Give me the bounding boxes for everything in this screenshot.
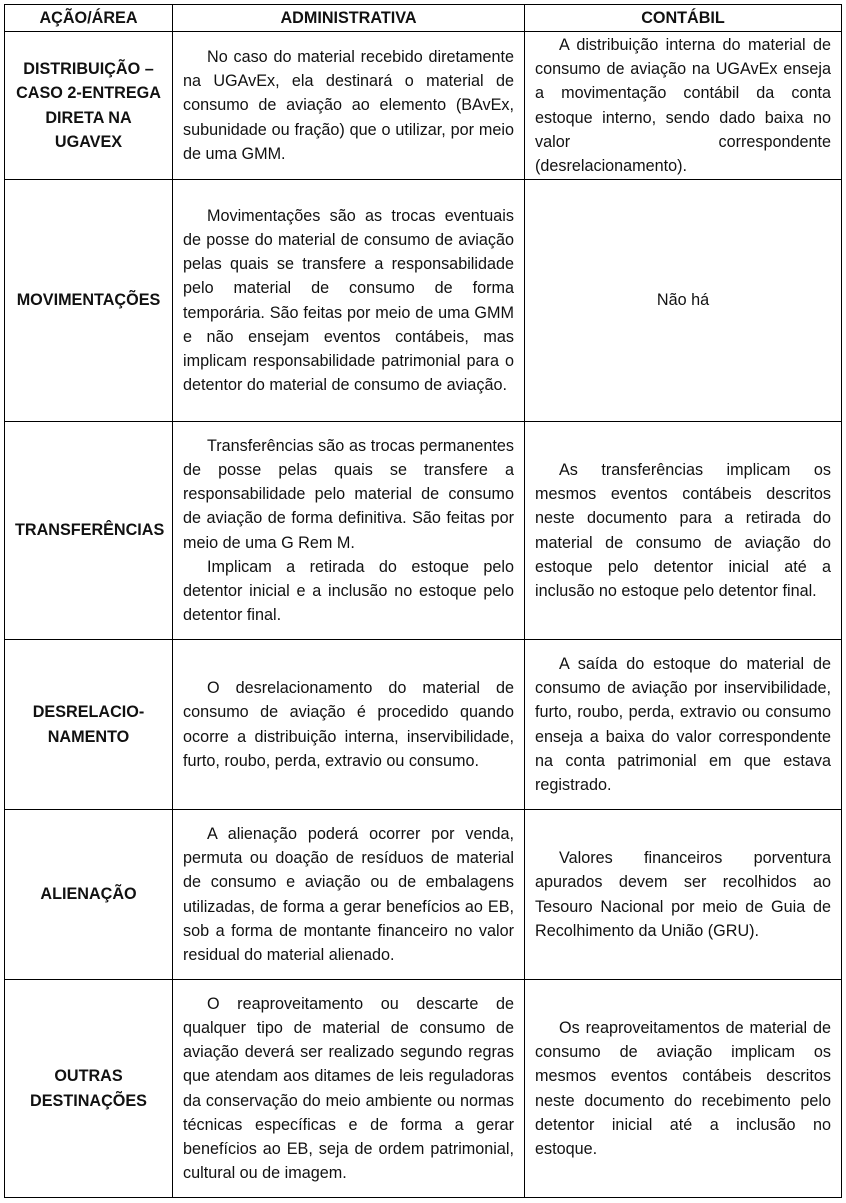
area-cell: DESRELACIO-NAMENTO [5,640,173,810]
table-row [5,810,842,980]
paragraph: Os reaproveitamentos de material de consumo de aviação implicam os mesmos eventos contábeis descritos neste documento do recebimento pelo detentor inicial até a inclusão no estoque. [535,1018,831,1158]
table-row [5,640,842,810]
paragraph: Implicam a retirada do estoque pelo detentor inicial e a inclusão no estoque pelo detentor final. [183,557,514,625]
header-area: AÇÃO/ÁREA [5,5,173,32]
administrativa-cell [173,980,525,1198]
contabil-cell [525,810,842,980]
table-row [5,980,842,1198]
paragraph: A alienação poderá ocorrer por venda, permuta ou doação de resíduos de material de consumo e aviação ou de embalagens utilizadas, de forma a gerar benefícios ao EB, sob a forma de montante financeiro no valor residual do material alienado. [183,824,514,964]
paragraph: Movimentações são as trocas eventuais de posse do material de consumo de aviação pelas quais se transfere a responsabilidade pelo material de consumo de forma temporária. São feitas por meio de uma GMM e não ensejam eventos contábeis, mas implicam responsabilidade patrimonial para o detentor do material de consumo de aviação. [183,206,514,395]
administrativa-cell [173,422,525,640]
paragraph: O desrelacionamento do material de consumo de aviação é procedido quando ocorre a distribuição interna, inservibilidade, furto, roubo, perda, extravio ou consumo. [183,679,514,770]
paragraph: Transferências são as trocas permanentes de posse pelas quais se transfere a responsabilidade pelo material de consumo de aviação de forma definitiva. São feitas por meio de uma G Rem M. [183,436,514,552]
header-contabil: CONTÁBIL [525,5,842,32]
contabil-cell: Não há [525,180,842,422]
area-cell: MOVIMENTAÇÕES [5,180,173,422]
administrativa-cell [173,32,525,180]
paragraph: Valores financeiros porventura apurados devem ser recolhidos ao Tesouro Nacional por meio de Guia de Recolhimento da União (GRU). [535,849,831,940]
paragraph: A distribuição interna do material de consumo de aviação na UGAvEx enseja a movimentação contábil da conta estoque interno, sendo dado baixa no valor correspondente (desrelacionamento). [535,35,831,175]
header-row [5,5,842,32]
table-row [5,422,842,640]
contabil-cell [525,980,842,1198]
contabil-cell [525,32,842,180]
area-cell: ALIENAÇÃO [5,810,173,980]
contabil-cell [525,640,842,810]
area-cell: TRANSFERÊNCIAS [5,422,173,640]
contabil-cell [525,422,842,640]
table-row [5,32,842,180]
administrativa-cell [173,810,525,980]
paragraph: As transferências implicam os mesmos eventos contábeis descritos neste documento para a retirada do material de consumo de aviação do estoque pelo detentor inicial até a inclusão no estoque pelo detentor final. [535,460,831,600]
actions-table [4,4,842,1198]
table-row [5,180,842,422]
administrativa-cell [173,180,525,422]
area-cell: DISTRIBUIÇÃO – CASO 2-ENTREGA DIRETA NA UGAVEX [5,32,173,180]
paragraph: No caso do material recebido diretamente na UGAvEx, ela destinará o material de consumo de aviação ao elemento (BAvEx, subunidade ou fração) que o utilizar, por meio de uma GMM. [183,47,514,163]
paragraph: O reaproveitamento ou descarte de qualquer tipo de material de consumo de aviação deverá ser realizado segundo regras que atendam aos ditames de leis reguladoras da conservação do meio ambiente ou normas técnicas específicas e de forma a gerar benefícios ao EB, seja de ordem patrimonial, cultural ou de imagem. [183,994,514,1183]
administrativa-cell [173,640,525,810]
paragraph: A saída do estoque do material de consumo de aviação por inservibilidade, furto, roubo, perda, extravio ou consumo enseja a baixa do valor correspondente na conta patrimonial em que estava registrado. [535,654,831,794]
header-administrativa: ADMINISTRATIVA [173,5,525,32]
area-cell: OUTRAS DESTINAÇÕES [5,980,173,1198]
